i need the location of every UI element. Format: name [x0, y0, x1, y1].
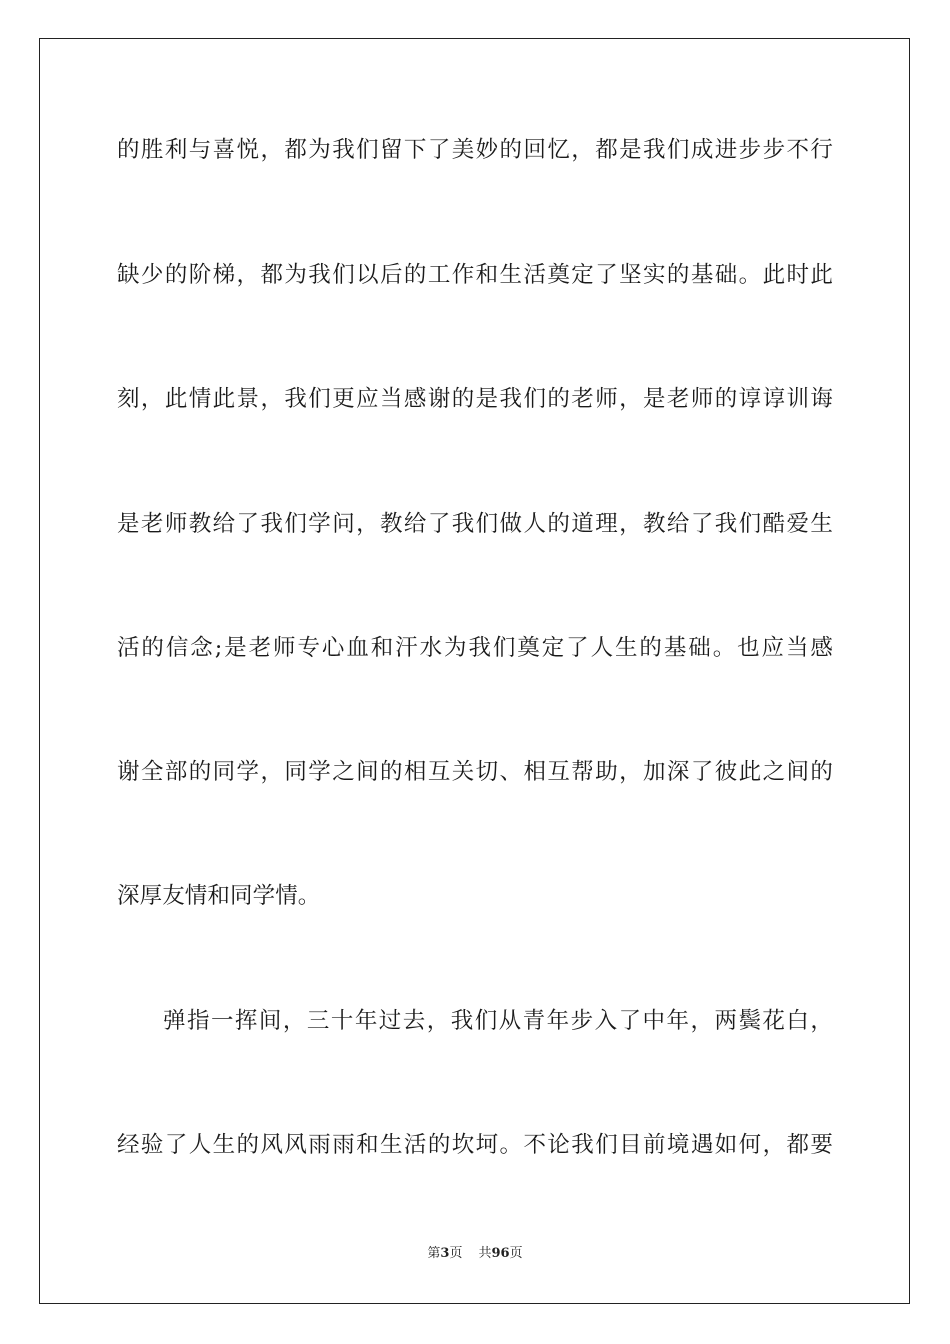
page-number: 3 — [440, 1246, 450, 1261]
text-line-5: 活的信念;是老师专心血和汗水为我们奠定了人生的基础。也应当感 — [117, 635, 833, 661]
page-footer — [0, 1245, 950, 1263]
text-line-8: 弹指一挥间，三十年过去，我们从青年步入了中年，两鬓花白， — [163, 1008, 833, 1034]
text-line-2: 缺少的阶梯，都为我们以后的工作和生活奠定了坚实的基础。此时此 — [117, 262, 833, 288]
text-line-3: 刻，此情此景，我们更应当感谢的是我们的老师，是老师的谆谆训诲 — [117, 386, 833, 412]
text-line-9: 经验了人生的风风雨雨和生活的坎坷。不论我们目前境遇如何，都要 — [117, 1132, 833, 1158]
text-line-6: 谢全部的同学，同学之间的相互关切、相互帮助，加深了彼此之间的 — [117, 759, 833, 785]
total-suffix: 页 — [509, 1246, 523, 1261]
text-line-1: 的胜利与喜悦，都为我们留下了美妙的回忆，都是我们成进步步不行 — [117, 137, 833, 163]
page-suffix: 页 — [449, 1246, 463, 1261]
page-prefix: 第 — [427, 1246, 441, 1261]
text-line-4: 是老师教给了我们学问，教给了我们做人的道理，教给了我们酷爱生 — [117, 511, 833, 537]
total-pages: 96 — [491, 1246, 510, 1261]
page-border — [39, 38, 910, 1304]
total-prefix: 共 — [478, 1246, 492, 1261]
text-line-7: 深厚友情和同学情。 — [117, 883, 321, 909]
